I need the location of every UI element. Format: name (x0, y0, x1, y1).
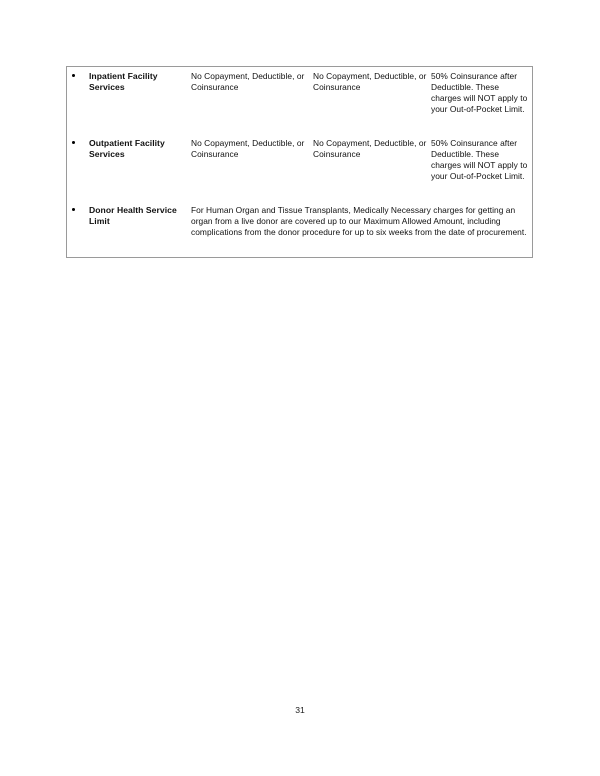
benefit-cell-column-3: No Copayment, Deductible, or Coinsurance (313, 71, 427, 92)
benefit-cell-column-4: 50% Coinsurance after Deductible. These charges will NOT apply to your Out-of-Pocket Limit. (431, 71, 528, 114)
donor-health-description-text: For Human Organ and Tissue Transplants, Medically Necessary charges for getting an organ from a live donor are covered up to our Maximum Allowed Amount, including complications from the donor procedure for up to six weeks from the date of procurement. (191, 205, 527, 237)
table-row (67, 134, 532, 201)
bullet-icon (72, 208, 75, 211)
table-row (67, 67, 532, 134)
benefit-cell-column-3: No Copayment, Deductible, or Coinsurance (313, 138, 427, 159)
service-name-cell: Donor Health Service Limit (89, 205, 177, 226)
benefit-cell-column-2: No Copayment, Deductible, or Coinsurance (191, 71, 305, 92)
service-name-cell: Inpatient Facility Services (89, 71, 158, 92)
table-row (67, 201, 532, 257)
benefit-cell-column-2: No Copayment, Deductible, or Coinsurance (191, 138, 305, 159)
bullet-icon (72, 74, 75, 77)
page-number: 31 (295, 705, 305, 715)
service-name-cell: Outpatient Facility Services (89, 138, 165, 159)
bullet-icon (72, 141, 75, 144)
benefit-cell-column-4: 50% Coinsurance after Deductible. These charges will NOT apply to your Out-of-Pocket Limit. (431, 138, 528, 181)
benefits-table (66, 66, 533, 258)
donor-health-description-cell (191, 205, 529, 238)
